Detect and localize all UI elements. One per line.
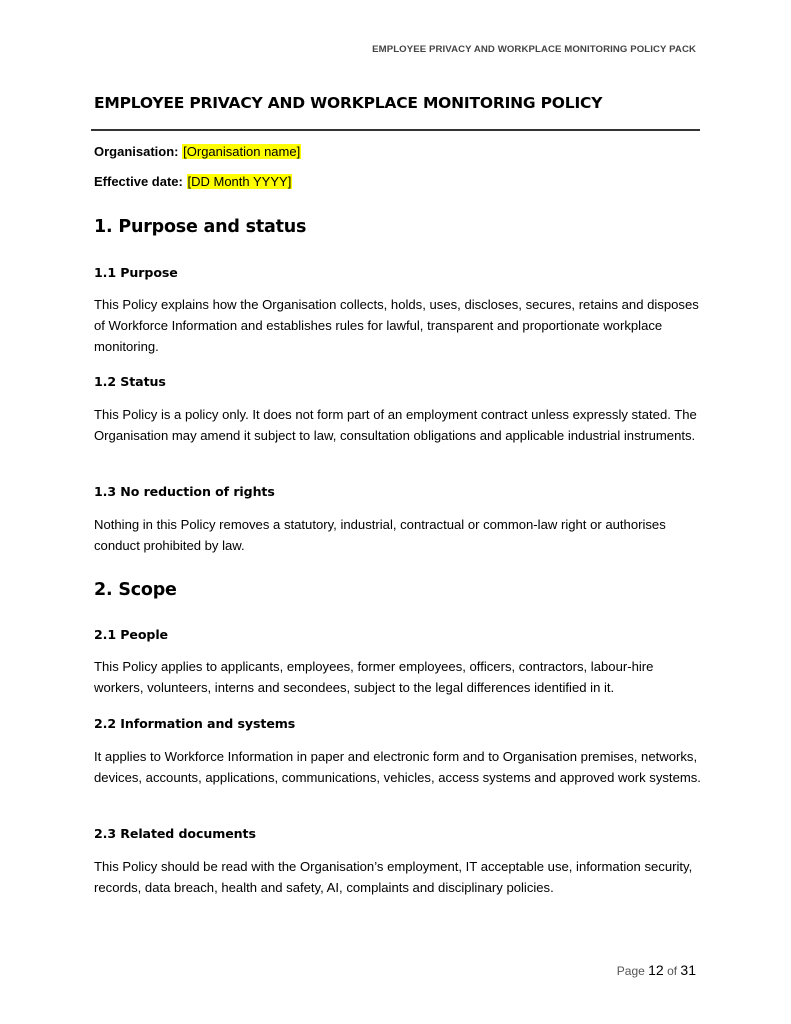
paragraph: It applies to Workforce Information in paper and electronic form and to Organisation premises, networks, devices, accounts, applications, communications, vehicles, access systems and approved work systems. xyxy=(94,749,701,785)
title-rule xyxy=(91,129,700,131)
paragraph: This Policy applies to applicants, employees, former employees, officers, contractors, labour-hire workers, volunteers, interns and secondees, subject to the legal differences identified in it. xyxy=(94,659,654,695)
effective-date-line xyxy=(94,174,292,189)
paragraph: This Policy is a policy only. It does not form part of an employment contract unless expressly stated. The Organisation may amend it subject to law, consultation obligations and applicable industrial instruments. xyxy=(94,407,697,443)
subsection-heading: 1.3 No reduction of rights xyxy=(94,484,275,499)
organisation-line xyxy=(94,144,301,159)
subsection-heading: 1.1 Purpose xyxy=(94,265,178,280)
of-word: of xyxy=(667,964,678,978)
subsection-heading: 2.1 People xyxy=(94,627,168,642)
effective-date-label: Effective date: xyxy=(94,174,183,189)
running-header: EMPLOYEE PRIVACY AND WORKPLACE MONITORING POLICY PACK xyxy=(372,44,696,55)
effective-date-placeholder: [DD Month YYYY] xyxy=(187,174,292,189)
page-total: 31 xyxy=(680,962,696,978)
section-heading: 1. Purpose and status xyxy=(94,217,307,237)
section-heading: 2. Scope xyxy=(94,580,177,600)
document-title: EMPLOYEE PRIVACY AND WORKPLACE MONITORING POLICY xyxy=(94,94,603,112)
page-number xyxy=(617,962,696,978)
page-word: Page xyxy=(616,964,645,978)
subsection-heading: 2.3 Related documents xyxy=(94,826,256,841)
page-current: 12 xyxy=(648,962,664,978)
paragraph: This Policy should be read with the Organisation’s employment, IT acceptable use, information security, records, data breach, health and safety, AI, complaints and disciplinary policies. xyxy=(94,859,693,895)
subsection-heading: 1.2 Status xyxy=(94,374,166,389)
organisation-label: Organisation: xyxy=(94,144,179,159)
subsection-heading: 2.2 Information and systems xyxy=(94,716,296,731)
paragraph: Nothing in this Policy removes a statutory, industrial, contractual or common-law right or authorises conduct prohibited by law. xyxy=(94,517,666,553)
paragraph: This Policy explains how the Organisation collects, holds, uses, discloses, secures, retains and disposes of Workforce Information and establishes rules for lawful, transparent and proportionate workplace monitoring. xyxy=(94,297,699,354)
organisation-placeholder: [Organisation name] xyxy=(183,144,301,159)
